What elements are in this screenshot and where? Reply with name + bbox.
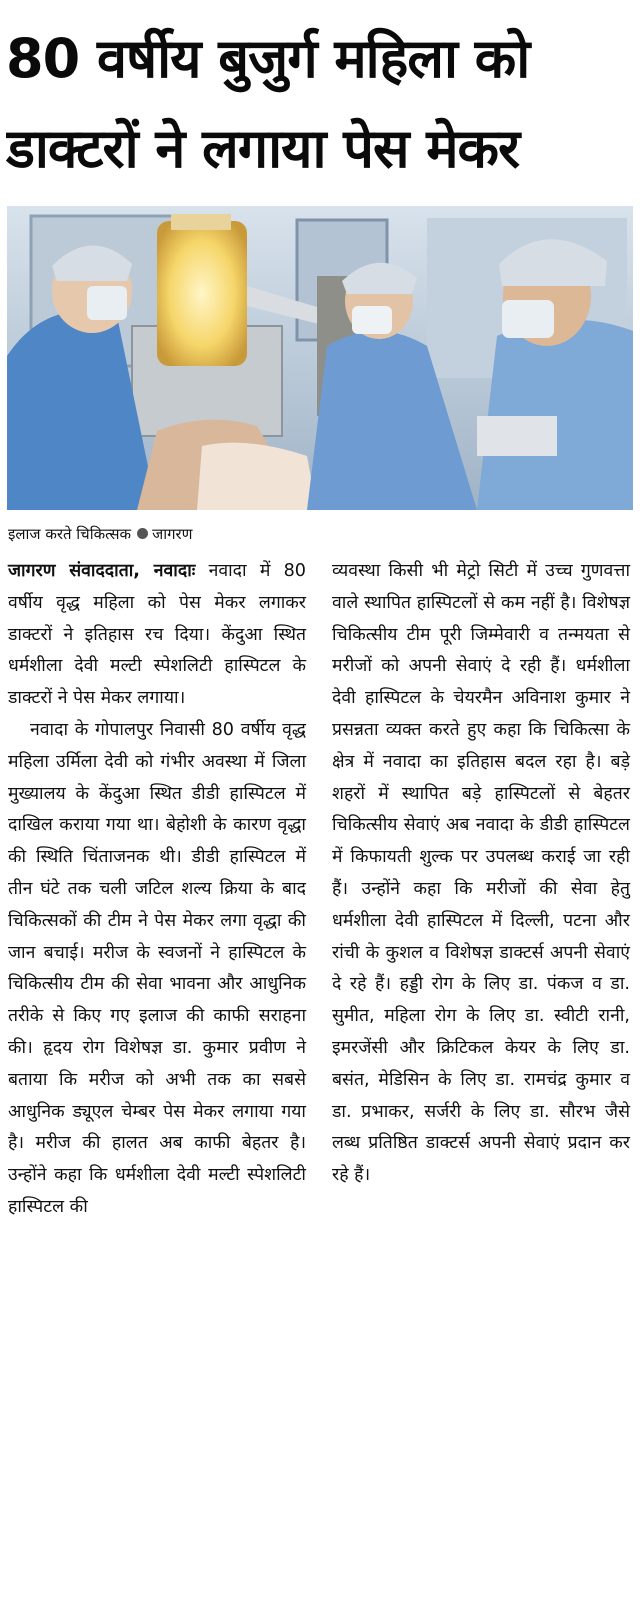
headline-line-2: डाक्टरों ने लगाया पेस मेकर xyxy=(6,117,520,180)
surgery-photo-illustration xyxy=(7,206,633,510)
paragraph-1 xyxy=(8,556,306,715)
photo-caption xyxy=(8,524,193,544)
paragraph-1-text: नवादा में 80 वर्षीय वृद्ध महिला को पेस मेकर लगाकर डाक्टरों ने इतिहास रच दिया। केंदुआ स्थित धर्मशीला देवी मल्टी स्पेशलिटी हास्पिटल के डाक्टरों ने पेस मेकर लगाया। xyxy=(8,561,306,709)
surgical-lamp xyxy=(157,221,247,366)
surgery-photo xyxy=(7,206,633,510)
surgeon-right-scrubs xyxy=(477,320,633,510)
credit-dot-icon xyxy=(137,528,148,539)
byline: जागरण संवाददाता, नवादाः xyxy=(8,561,196,581)
photo-credit: जागरण xyxy=(152,525,193,543)
article-column-right xyxy=(332,556,630,1192)
photo-caption-text: इलाज करते चिकित्सक xyxy=(8,525,132,543)
headline xyxy=(6,14,634,194)
paragraph-3: व्यवस्था किसी भी मेट्रो सिटी में उच्च गुणवत्ता वाले स्थापित हास्पिटलों से कम नहीं है। विशेषज्ञ चिकित्सीय टीम पूरी जिम्मेवारी व तन्मयता से मरीजों को अपनी सेवाएं दे रही हैं। धर्मशीला देवी हास्पिटल के चेयरमैन अविनाश कुमार ने प्रसन्नता व्यक्त करते हुए कहा कि चिकित्सा के क्षेत्र में नवादा का इतिहास बदल रहा है। बड़े शहरों में स्थापित बड़े हास्पिटलों से बेहतर चिकित्सीय सेवाएं अब नवादा के डीडी हास्पिटल में किफायती शुल्क पर उपलब्ध कराई जा रही हैं। उन्होंने कहा कि मरीजों की सेवा हेतु धर्मशीला देवी हास्पिटल में दिल्ली, पटना और रांची के कुशल व विशेषज्ञ डाक्टर्स अपनी सेवाएं दे रहे हैं। हड्डी रोग के लिए डा. पंकज व डा. सुमीत, महिला रोग के लिए डा. स्वीटी रानी, इमरजेंसी और क्रिटिकल केयर के लिए डा. बसंत, मेडिसिन के लिए डा. रामचंद्र कुमार व डा. प्रभाकर, सर्जरी के लिए डा. सौरभ जैसे लब्ध प्रतिष्ठित डाक्टर्स अपनी सेवाएं प्रदान कर रहे हैं। xyxy=(332,561,630,1186)
paragraph-2: नवादा के गोपालपुर निवासी 80 वर्षीय वृद्ध महिला उर्मिला देवी को गंभीर अवस्था में जिला मुख्यालय के केंदुआ स्थित डीडी हास्पिटल में दाखिल कराया गया था। बेहोशी के कारण वृद्धा की स्थिति चिंताजनक थी। डीडी हास्पिटल में तीन घंटे तक चली जटिल शल्य क्रिया के बाद चिकित्सकों की टीम ने पेस मेकर लगा वृद्धा की जान बचाई। मरीज के स्वजनों ने हास्पिटल के चिकित्सीय टीम की सेवा भावना और आधुनिक तरीके से किए गए इलाज की काफी सराहना की। हृदय रोग विशेषज्ञ डा. कुमार प्रवीण ने बताया कि मरीज को अभी तक का सबसे आधुनिक ड्यूएल चेम्बर पेस मेकर लगाया गया है। मरीज की हालत अब काफी बेहतर है। उन्होंने कहा कि धर्मशीला देवी मल्टी स्पेशलिटी हास्पिटल की xyxy=(8,719,306,1217)
headline-line-1: 80 वर्षीय बुजुर्ग महिला को xyxy=(6,27,530,90)
article-column-left xyxy=(8,556,306,1224)
